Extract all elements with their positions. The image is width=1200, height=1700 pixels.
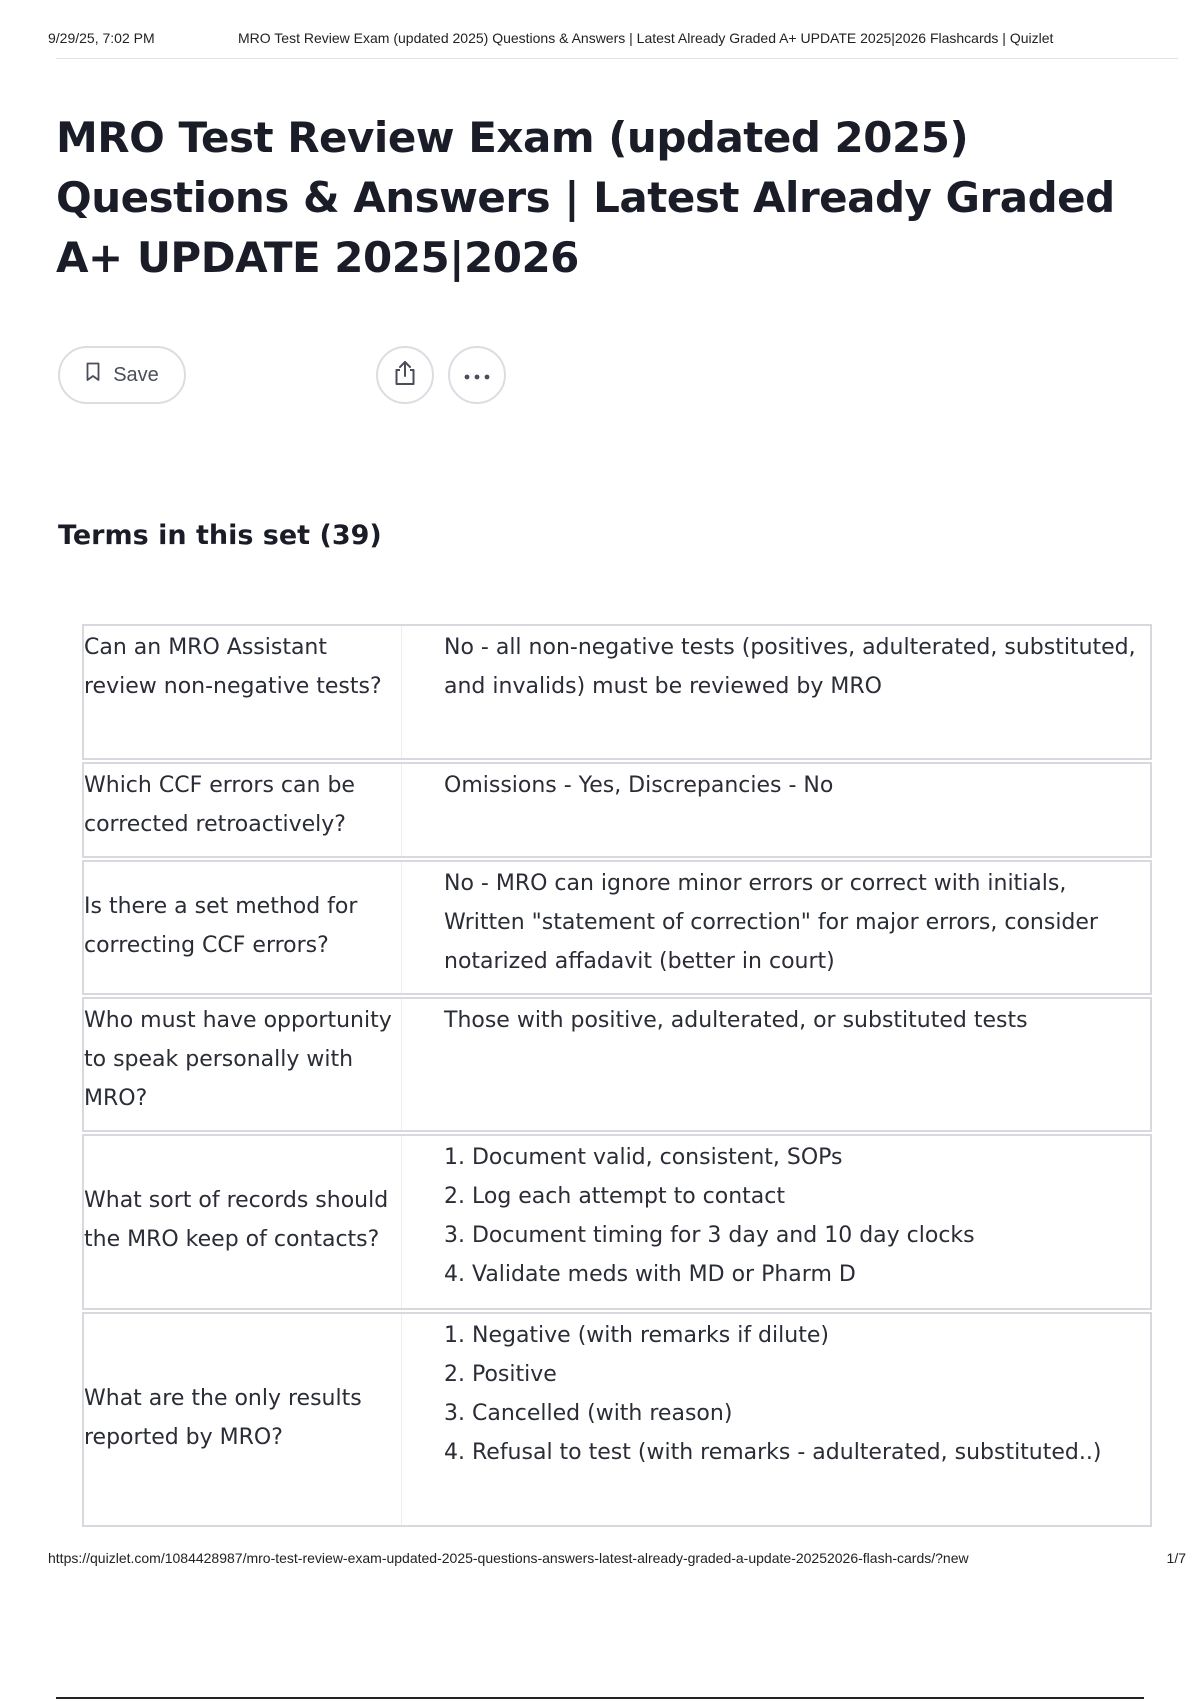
page-bottom-divider [56, 1697, 1144, 1699]
print-date: 9/29/25, 7:02 PM [48, 30, 155, 46]
save-button[interactable] [58, 346, 186, 404]
definition-text [402, 764, 1150, 856]
definition-text [402, 1314, 1150, 1525]
definition-line: 2. Log each attempt to contact [444, 1184, 786, 1209]
share-button[interactable] [376, 346, 434, 404]
term-text: What sort of records should the MRO keep of contacts? [84, 1136, 402, 1308]
term-row [82, 1312, 1152, 1527]
term-text: What are the only results reported by MRO? [84, 1314, 402, 1525]
definition-text [402, 626, 1150, 758]
print-header [48, 28, 1178, 52]
definition-line: Those with positive, adulterated, or substituted tests [444, 1008, 1028, 1033]
term-row [82, 1134, 1152, 1310]
more-horizontal-icon [463, 366, 491, 385]
print-footer [48, 1550, 1186, 1572]
definition-line: 1. Document valid, consistent, SOPs [444, 1145, 843, 1170]
page-title: MRO Test Review Exam (updated 2025) Questions & Answers | Latest Already Graded A+ UPDATE 2025|2026 [56, 113, 1115, 282]
definition-line: 4. Refusal to test (with remarks - adulterated, substituted..) [444, 1440, 1102, 1465]
term-text: Who must have opportunity to speak personally with MRO? [84, 999, 402, 1130]
terms-section-title: Terms in this set (39) [58, 520, 382, 551]
share-icon [392, 359, 418, 391]
definition-line: 4. Validate meds with MD or Pharm D [444, 1262, 856, 1287]
more-options-button[interactable] [448, 346, 506, 404]
print-doc-title: MRO Test Review Exam (updated 2025) Questions & Answers | Latest Already Graded A+ UPDATE 2025|2026 Flashcards | Quizlet [238, 30, 1054, 46]
definition-line: Omissions - Yes, Discrepancies - No [444, 773, 834, 798]
definition-line: 3. Document timing for 3 day and 10 day clocks [444, 1223, 975, 1248]
definition-line: No - all non-negative tests (positives, adulterated, substituted, and invalids) must be reviewed by MRO [444, 635, 1136, 699]
term-text: Which CCF errors can be corrected retroactively? [84, 764, 402, 856]
term-text: Can an MRO Assistant review non-negative tests? [84, 626, 402, 758]
terms-table [82, 624, 1152, 1529]
definition-text [402, 999, 1150, 1130]
print-url: https://quizlet.com/1084428987/mro-test-review-exam-updated-2025-questions-answers-latest-already-graded-a-update-20252026-flash-cards/?new [48, 1550, 969, 1566]
page-number: 1/7 [1166, 1550, 1186, 1566]
definition-text [402, 862, 1150, 993]
definition-line: 3. Cancelled (with reason) [444, 1401, 733, 1426]
term-row [82, 997, 1152, 1132]
set-actions [58, 346, 658, 406]
definition-text [402, 1136, 1150, 1308]
definition-line: 2. Positive [444, 1362, 557, 1387]
term-row [82, 762, 1152, 858]
term-row [82, 624, 1152, 760]
term-row [82, 860, 1152, 995]
definition-line: No - MRO can ignore minor errors or correct with initials, Written "statement of correction" for major errors, consider notarized affadavit (better in court) [444, 871, 1098, 974]
header-divider [56, 58, 1178, 59]
save-label: Save [113, 363, 159, 386]
definition-line: 1. Negative (with remarks if dilute) [444, 1323, 829, 1348]
term-text: Is there a set method for correcting CCF errors? [84, 862, 402, 993]
bookmark-icon [85, 362, 101, 388]
